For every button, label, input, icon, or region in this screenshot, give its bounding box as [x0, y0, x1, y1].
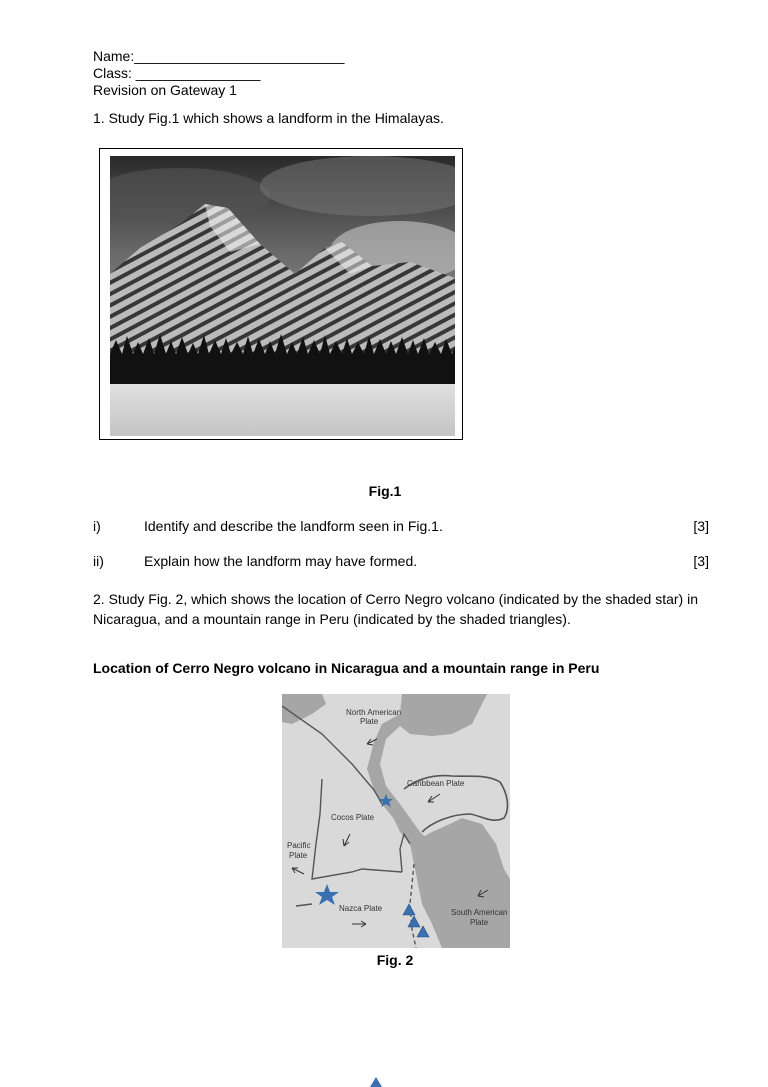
- label-cocos: Cocos Plate: [331, 813, 375, 822]
- part-marks: [3]: [693, 553, 709, 569]
- question1-part-ii: [93, 553, 709, 571]
- label-pacific-2: Plate: [289, 851, 308, 860]
- label-south-american-2: Plate: [470, 918, 489, 927]
- part-marks: [3]: [693, 518, 709, 534]
- bottom-triangle-icon: [370, 1077, 382, 1087]
- class-field: Class: ________________: [93, 65, 261, 81]
- label-north-american-2: Plate: [360, 717, 379, 726]
- label-nazca: Nazca Plate: [339, 904, 383, 913]
- question2-heading: Location of Cerro Negro volcano in Nicaragua and a mountain range in Peru: [93, 660, 600, 676]
- question1-intro: 1. Study Fig.1 which shows a landform in the Himalayas.: [93, 110, 444, 126]
- label-caribbean: Caribbean Plate: [407, 779, 465, 788]
- fig1-frame: [99, 148, 463, 440]
- fig2-plate-map: [282, 694, 510, 948]
- fig1-caption: Fig.1: [368, 483, 402, 499]
- label-pacific-1: Pacific: [287, 841, 311, 850]
- label-north-american-1: North American: [346, 708, 402, 717]
- part-text: Explain how the landform may have formed.: [144, 553, 418, 569]
- question1-part-i: [93, 518, 709, 536]
- question2-intro: 2. Study Fig. 2, which shows the location of Cerro Negro volcano (indicated by the shaded star) in Nicaragua, and a mountain range in Peru (indicated by the shaded triangles).: [93, 591, 698, 627]
- fig1-mountain-photo: [110, 156, 455, 436]
- name-field: Name:___________________________: [93, 48, 345, 64]
- fig2-caption: Fig. 2: [376, 952, 414, 968]
- part-text: Identify and describe the landform seen in Fig.1.: [144, 518, 443, 534]
- label-south-american-1: South American: [451, 908, 508, 917]
- worksheet-title: Revision on Gateway 1: [93, 82, 237, 98]
- part-number: i): [93, 518, 101, 534]
- part-number: ii): [93, 553, 104, 569]
